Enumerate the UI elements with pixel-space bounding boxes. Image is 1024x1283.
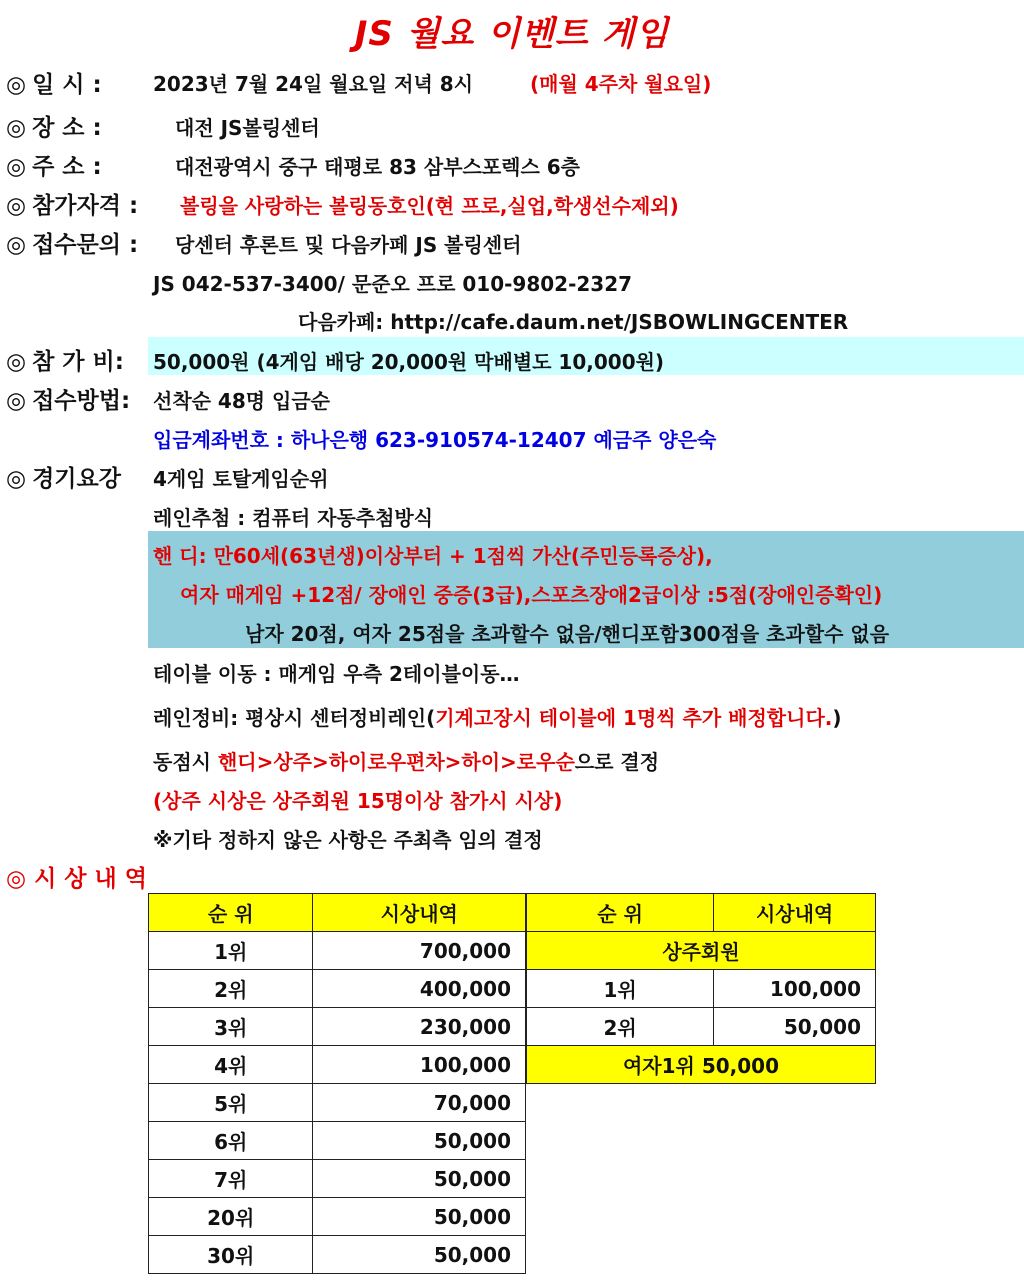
- bullet-icon: ◎: [6, 154, 27, 180]
- rules-lane-maintenance: 레인정비: 평상시 센터정비레인(기계고장시 테이블에 1명씩 추가 배정합니다.): [153, 706, 842, 730]
- regular-prize-table: [526, 893, 876, 1084]
- method-value: 선착순 48명 입금순: [153, 389, 330, 413]
- rank-cell: 7위: [149, 1160, 313, 1198]
- date-label: ◎ 일 시 :: [6, 72, 102, 98]
- bullet-icon: ◎: [6, 388, 27, 414]
- table-row: [149, 932, 526, 970]
- rank-cell: 2위: [149, 970, 313, 1008]
- inquiry-value: 당센터 후론트 및 다음카페 JS 볼링센터: [175, 233, 522, 257]
- table-row: [149, 1046, 526, 1084]
- inquiry-phone: JS 042-537-3400/ 문준오 프로 010-9802-2327: [153, 272, 633, 296]
- prize-cell: 100,000: [313, 1046, 526, 1084]
- table-row: [149, 1236, 526, 1274]
- page-title: JS 월요 이벤트 게임: [354, 14, 670, 54]
- prize-section-title: ◎ 시 상 내 역: [6, 866, 147, 892]
- rank-cell: 6위: [149, 1122, 313, 1160]
- table-row: [149, 1198, 526, 1236]
- inquiry-cafe-link[interactable]: 다음카페: http://cafe.daum.net/JSBOWLINGCENTER: [298, 310, 849, 334]
- rules-regular-note: (상주 시상은 상주회원 15명이상 참가시 시상): [153, 789, 563, 813]
- rank-cell: 2위: [527, 1008, 714, 1046]
- bullet-icon: ◎: [6, 349, 27, 375]
- bullet-icon: ◎: [6, 193, 27, 219]
- table-row: [527, 970, 876, 1008]
- fee-label: ◎ 참 가 비:: [6, 349, 124, 375]
- table-row: [149, 970, 526, 1008]
- prize-cell: 100,000: [714, 970, 876, 1008]
- method-label: ◎ 접수방법:: [6, 388, 131, 414]
- rank-cell: 4위: [149, 1046, 313, 1084]
- prize-cell: 230,000: [313, 1008, 526, 1046]
- regular-member-title: 상주회원: [527, 932, 876, 970]
- prize-cell: 50,000: [313, 1236, 526, 1274]
- handicap-line-1: 핸 디: 만60세(63년생)이상부터 + 1점씩 가산(주민등록증상),: [153, 544, 713, 568]
- table-header-row: [527, 894, 876, 932]
- bullet-icon: ◎: [6, 115, 27, 141]
- inquiry-label: ◎ 접수문의 :: [6, 232, 139, 258]
- rank-cell: 30위: [149, 1236, 313, 1274]
- table-row: [149, 1084, 526, 1122]
- rules-lane-draw: 레인추첨 : 컴퓨터 자동추첨방식: [153, 506, 434, 530]
- rules-etc: ※기타 정하지 않은 사항은 주최측 임의 결정: [153, 828, 543, 852]
- address-value: 대전광역시 중구 태평로 83 삼부스포렉스 6층: [175, 155, 581, 179]
- rules-label: ◎ 경기요강: [6, 466, 121, 492]
- col-rank-header: 순 위: [527, 894, 714, 932]
- table-row: [149, 1008, 526, 1046]
- rank-cell: 5위: [149, 1084, 313, 1122]
- table-row: [149, 1122, 526, 1160]
- table-row: [149, 1160, 526, 1198]
- place-value: 대전 JS볼링센터: [175, 116, 320, 140]
- col-prize-header: 시상내역: [714, 894, 876, 932]
- rules-table-move: 테이블 이동 : 매게임 우측 2테이블이동…: [153, 662, 520, 686]
- prize-cell: 50,000: [313, 1198, 526, 1236]
- col-rank-header: 순 위: [149, 894, 313, 932]
- qualification-label: ◎ 참가자격 :: [6, 193, 139, 219]
- prize-cell: 50,000: [313, 1122, 526, 1160]
- table-row: [527, 932, 876, 970]
- handicap-line-2: 여자 매게임 +12점/ 장애인 중증(3급),스포츠장애2급이상 :5점(장애인증확인): [180, 583, 883, 607]
- table-header-row: [149, 894, 526, 932]
- rank-cell: 1위: [527, 970, 714, 1008]
- prize-cell: 400,000: [313, 970, 526, 1008]
- bullet-icon: ◎: [6, 72, 27, 98]
- fee-value: 50,000원 (4게임 배당 20,000원 막배별도 10,000원): [153, 350, 665, 374]
- table-row: [527, 1008, 876, 1046]
- women-prize: 여자1위 50,000: [527, 1046, 876, 1084]
- prize-cell: 50,000: [313, 1160, 526, 1198]
- prize-cell: 70,000: [313, 1084, 526, 1122]
- place-label: ◎ 장 소 :: [6, 115, 102, 141]
- main-prize-table: [148, 893, 526, 1274]
- rules-total: 4게임 토탈게임순위: [153, 467, 329, 491]
- date-value: 2023년 7월 24일 월요일 저녁 8시: [153, 72, 474, 96]
- bank-account: 입금계좌번호 : 하나은행 623-910574-12407 예금주 양은숙: [153, 428, 717, 452]
- prize-cell: 700,000: [313, 932, 526, 970]
- address-label: ◎ 주 소 :: [6, 154, 102, 180]
- rules-tie-break: 동점시 핸디>상주>하이로우편차>하이>로우순으로 결정: [153, 750, 660, 774]
- rank-cell: 20위: [149, 1198, 313, 1236]
- bullet-icon: ◎: [6, 232, 27, 258]
- date-note: (매월 4주차 월요일): [530, 72, 712, 96]
- table-row: [527, 1046, 876, 1084]
- rank-cell: 3위: [149, 1008, 313, 1046]
- bullet-icon: ◎: [6, 466, 27, 492]
- handicap-line-3: 남자 20점, 여자 25점을 초과할수 없음/핸디포함300점을 초과할수 없음: [245, 622, 890, 646]
- col-prize-header: 시상내역: [313, 894, 526, 932]
- qualification-value: 볼링을 사랑하는 볼링동호인(현 프로,실업,학생선수제외): [180, 194, 679, 218]
- prize-cell: 50,000: [714, 1008, 876, 1046]
- rank-cell: 1위: [149, 932, 313, 970]
